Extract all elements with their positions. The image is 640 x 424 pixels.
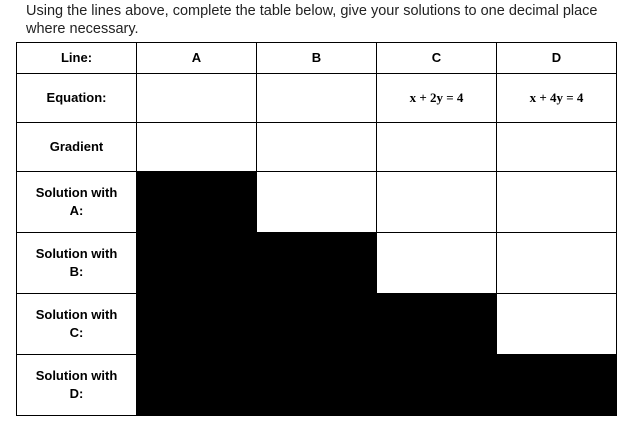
shaded-cell — [137, 172, 257, 233]
header-col-d: D — [497, 43, 617, 74]
solution-a-cell-b[interactable] — [257, 172, 377, 233]
solution-b-cell-c[interactable] — [377, 233, 497, 294]
header-row — [17, 43, 617, 74]
shaded-cell — [137, 294, 257, 355]
solution-c-label — [17, 294, 137, 355]
header-col-a: A — [137, 43, 257, 74]
gradient-label: Gradient — [17, 123, 137, 172]
solution-b-row — [17, 233, 617, 294]
solution-a-cell-d[interactable] — [497, 172, 617, 233]
solution-a-label — [17, 172, 137, 233]
equation-cell-c: x + 2y = 4 — [377, 74, 497, 123]
instructions-text: Using the lines above, complete the table below, give your solutions to one decimal place where necessary. — [26, 3, 598, 37]
shaded-cell — [137, 233, 257, 294]
header-corner: Line: — [17, 43, 137, 74]
gradient-cell-d[interactable] — [497, 123, 617, 172]
gradient-cell-a[interactable] — [137, 123, 257, 172]
solution-d-label-line1: Solution with — [35, 368, 118, 383]
equation-label: Equation: — [17, 74, 137, 123]
solution-a-cell-c[interactable] — [377, 172, 497, 233]
solution-b-label-line2: B: — [69, 264, 84, 279]
shaded-cell — [137, 355, 257, 416]
gradient-row — [17, 123, 617, 172]
solution-c-label-line2: C: — [69, 325, 84, 340]
solution-a-label-line1: Solution with — [35, 185, 118, 200]
shaded-cell — [257, 294, 377, 355]
equation-cell-a[interactable] — [137, 74, 257, 123]
header-col-b: B — [257, 43, 377, 74]
shaded-cell — [257, 233, 377, 294]
shaded-cell — [257, 355, 377, 416]
solution-c-row — [17, 294, 617, 355]
equation-cell-b[interactable] — [257, 74, 377, 123]
solution-b-label — [17, 233, 137, 294]
solution-b-label-line1: Solution with — [35, 246, 118, 261]
gradient-cell-c[interactable] — [377, 123, 497, 172]
shaded-cell — [377, 355, 497, 416]
solution-c-label-line1: Solution with — [35, 307, 118, 322]
solution-d-label-line2: D: — [69, 386, 84, 401]
equation-cell-d: x + 4y = 4 — [497, 74, 617, 123]
shaded-cell — [497, 355, 617, 416]
gradient-cell-b[interactable] — [257, 123, 377, 172]
shaded-cell — [377, 294, 497, 355]
solution-d-row — [17, 355, 617, 416]
solution-b-cell-d[interactable] — [497, 233, 617, 294]
solution-d-label — [17, 355, 137, 416]
equation-row — [17, 74, 617, 123]
solution-a-row — [17, 172, 617, 233]
lines-table — [16, 42, 617, 416]
solution-a-label-line2: A: — [69, 203, 84, 218]
header-col-c: C — [377, 43, 497, 74]
solution-c-cell-d[interactable] — [497, 294, 617, 355]
